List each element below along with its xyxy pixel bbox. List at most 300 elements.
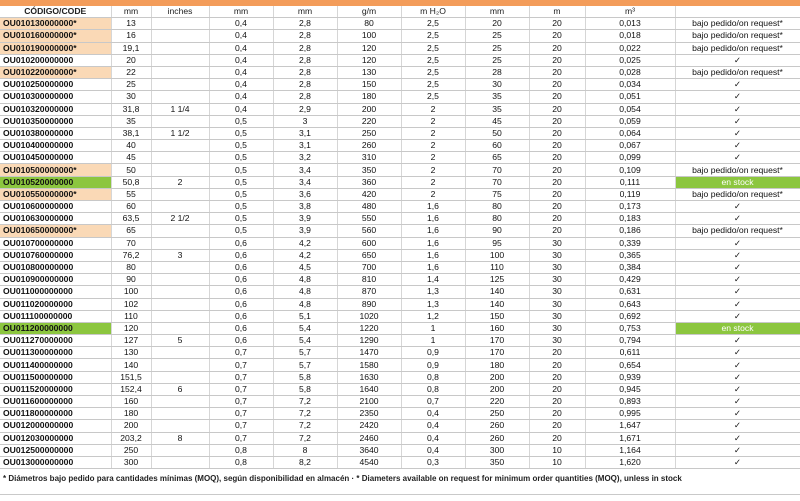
cell-w1: 0,5: [209, 201, 273, 213]
cell-d: 35: [111, 115, 151, 127]
cell-in: [151, 79, 209, 91]
cell-d: 300: [111, 456, 151, 468]
cell-w2: 3,9: [273, 225, 337, 237]
availability-cell: ✓: [675, 359, 800, 371]
cell-p: 0,4: [401, 420, 465, 432]
cell-p: 1,6: [401, 213, 465, 225]
cell-w2: 5,7: [273, 359, 337, 371]
cell-in: [151, 286, 209, 298]
availability-cell: ✓: [675, 298, 800, 310]
cell-v: 1,671: [585, 432, 675, 444]
cell-d: 19,1: [111, 42, 151, 54]
cell-m: 20: [529, 127, 585, 139]
product-code: OU011520000000: [0, 383, 111, 395]
cell-g: 1290: [337, 335, 401, 347]
cell-m: 20: [529, 103, 585, 115]
cell-in: 8: [151, 432, 209, 444]
product-code: OU012500000000: [0, 444, 111, 456]
cell-d: 20: [111, 54, 151, 66]
cell-w1: 0,5: [209, 188, 273, 200]
cell-w1: 0,7: [209, 408, 273, 420]
product-code: OU010320000000: [0, 103, 111, 115]
cell-p: 2,5: [401, 66, 465, 78]
cell-w1: 0,6: [209, 249, 273, 261]
cell-w2: 7,2: [273, 420, 337, 432]
cell-m: 20: [529, 152, 585, 164]
cell-w1: 0,5: [209, 213, 273, 225]
cell-in: [151, 408, 209, 420]
cell-w1: 0,7: [209, 383, 273, 395]
cell-w1: 0,6: [209, 274, 273, 286]
cell-m: 20: [529, 164, 585, 176]
cell-m: 20: [529, 66, 585, 78]
cell-r: 80: [465, 213, 529, 225]
cell-p: 1,3: [401, 286, 465, 298]
cell-v: 0,365: [585, 249, 675, 261]
product-code: OU010800000000: [0, 261, 111, 273]
cell-in: [151, 396, 209, 408]
cell-w2: 8: [273, 444, 337, 456]
unit-length: m: [529, 6, 585, 18]
cell-w1: 0,4: [209, 103, 273, 115]
cell-in: [151, 91, 209, 103]
availability-cell: bajo pedido/on request*: [675, 42, 800, 54]
cell-in: [151, 347, 209, 359]
cell-r: 75: [465, 188, 529, 200]
cell-in: [151, 237, 209, 249]
cell-p: 0,4: [401, 408, 465, 420]
table-row: [0, 225, 800, 237]
availability-cell: ✓: [675, 432, 800, 444]
unit-diameter: mm: [111, 6, 151, 18]
cell-w1: 0,4: [209, 79, 273, 91]
cell-w2: 3,8: [273, 201, 337, 213]
cell-w2: 7,2: [273, 408, 337, 420]
availability-cell: ✓: [675, 79, 800, 91]
cell-m: 20: [529, 176, 585, 188]
cell-w2: 4,8: [273, 286, 337, 298]
cell-d: 140: [111, 359, 151, 371]
table-row: [0, 335, 800, 347]
cell-r: 140: [465, 286, 529, 298]
cell-p: 2,5: [401, 79, 465, 91]
cell-m: 30: [529, 237, 585, 249]
unit-pressure: m H₂O: [401, 6, 465, 18]
cell-m: 20: [529, 359, 585, 371]
cell-v: 0,384: [585, 261, 675, 273]
cell-v: 1,620: [585, 456, 675, 468]
cell-g: 100: [337, 30, 401, 42]
code-header: CÓDIGO/CODE: [0, 6, 111, 18]
cell-p: 2,5: [401, 54, 465, 66]
cell-m: 30: [529, 286, 585, 298]
cell-r: 100: [465, 249, 529, 261]
cell-p: 1: [401, 335, 465, 347]
availability-cell: ✓: [675, 347, 800, 359]
table-row: [0, 298, 800, 310]
cell-g: 120: [337, 42, 401, 54]
cell-w2: 3,1: [273, 140, 337, 152]
cell-in: 2 1/2: [151, 213, 209, 225]
cell-v: 1,647: [585, 420, 675, 432]
cell-v: 0,018: [585, 30, 675, 42]
cell-v: 0,611: [585, 347, 675, 359]
availability-cell: bajo pedido/on request*: [675, 66, 800, 78]
cell-w2: 4,8: [273, 274, 337, 286]
cell-r: 250: [465, 408, 529, 420]
product-code: OU010160000000*: [0, 30, 111, 42]
cell-g: 250: [337, 127, 401, 139]
cell-v: 0,995: [585, 408, 675, 420]
cell-r: 220: [465, 396, 529, 408]
cell-m: 20: [529, 18, 585, 30]
cell-w1: 0,7: [209, 347, 273, 359]
cell-m: 20: [529, 42, 585, 54]
cell-w1: 0,4: [209, 54, 273, 66]
cell-r: 200: [465, 371, 529, 383]
cell-g: 1630: [337, 371, 401, 383]
cell-w1: 0,8: [209, 456, 273, 468]
cell-g: 480: [337, 201, 401, 213]
cell-p: 2: [401, 140, 465, 152]
table-row: [0, 176, 800, 188]
availability-cell: ✓: [675, 420, 800, 432]
cell-r: 95: [465, 237, 529, 249]
availability-cell: ✓: [675, 274, 800, 286]
cell-w2: 3,6: [273, 188, 337, 200]
cell-g: 220: [337, 115, 401, 127]
cell-v: 0,022: [585, 42, 675, 54]
cell-r: 28: [465, 66, 529, 78]
cell-v: 0,794: [585, 335, 675, 347]
table-row: [0, 237, 800, 249]
table-row: [0, 383, 800, 395]
cell-v: 0,643: [585, 298, 675, 310]
product-code: OU011000000000: [0, 286, 111, 298]
product-code: OU011800000000: [0, 408, 111, 420]
product-code: OU011200000000: [0, 322, 111, 334]
cell-d: 151,5: [111, 371, 151, 383]
cell-g: 310: [337, 152, 401, 164]
cell-m: 30: [529, 298, 585, 310]
availability-cell: bajo pedido/on request*: [675, 30, 800, 42]
product-code: OU010300000000: [0, 91, 111, 103]
cell-g: 890: [337, 298, 401, 310]
cell-v: 0,064: [585, 127, 675, 139]
availability-cell: en stock: [675, 176, 800, 188]
cell-r: 170: [465, 335, 529, 347]
cell-w1: 0,4: [209, 18, 273, 30]
cell-m: 10: [529, 444, 585, 456]
availability-cell: ✓: [675, 286, 800, 298]
table-row: [0, 420, 800, 432]
cell-m: 20: [529, 30, 585, 42]
table-row: [0, 286, 800, 298]
cell-m: 20: [529, 432, 585, 444]
availability-cell: ✓: [675, 335, 800, 347]
availability-cell: ✓: [675, 408, 800, 420]
cell-m: 20: [529, 188, 585, 200]
cell-p: 2: [401, 127, 465, 139]
cell-m: 30: [529, 261, 585, 273]
table-row: [0, 30, 800, 42]
cell-g: 1470: [337, 347, 401, 359]
table-row: [0, 274, 800, 286]
table-row: [0, 249, 800, 261]
cell-r: 25: [465, 54, 529, 66]
cell-w1: 0,6: [209, 298, 273, 310]
cell-d: 30: [111, 91, 151, 103]
table-row: [0, 371, 800, 383]
cell-v: 0,183: [585, 213, 675, 225]
cell-w2: 8,2: [273, 456, 337, 468]
product-code: OU010760000000: [0, 249, 111, 261]
cell-in: [151, 322, 209, 334]
cell-w2: 2,9: [273, 103, 337, 115]
cell-in: 6: [151, 383, 209, 395]
cell-v: 0,429: [585, 274, 675, 286]
product-code: OU011020000000: [0, 298, 111, 310]
cell-g: 120: [337, 54, 401, 66]
cell-g: 600: [337, 237, 401, 249]
cell-in: [151, 420, 209, 432]
product-code: OU010900000000: [0, 274, 111, 286]
cell-m: 20: [529, 347, 585, 359]
cell-v: 0,051: [585, 91, 675, 103]
cell-w1: 0,7: [209, 371, 273, 383]
cell-m: 20: [529, 383, 585, 395]
cell-r: 260: [465, 420, 529, 432]
product-code: OU010190000000*: [0, 42, 111, 54]
cell-m: 20: [529, 91, 585, 103]
cell-w1: 0,7: [209, 359, 273, 371]
cell-v: 0,939: [585, 371, 675, 383]
cell-w2: 2,8: [273, 66, 337, 78]
cell-in: [151, 164, 209, 176]
cell-r: 200: [465, 383, 529, 395]
table-row: [0, 91, 800, 103]
product-code: OU010350000000: [0, 115, 111, 127]
cell-m: 20: [529, 201, 585, 213]
cell-m: 20: [529, 213, 585, 225]
cell-w2: 3: [273, 115, 337, 127]
product-code: OU012000000000: [0, 420, 111, 432]
cell-in: 2: [151, 176, 209, 188]
table-row: [0, 408, 800, 420]
cell-r: 25: [465, 30, 529, 42]
cell-in: 3: [151, 249, 209, 261]
cell-d: 110: [111, 310, 151, 322]
cell-g: 350: [337, 164, 401, 176]
cell-w2: 3,1: [273, 127, 337, 139]
cell-m: 30: [529, 322, 585, 334]
cell-w1: 0,6: [209, 261, 273, 273]
availability-cell: ✓: [675, 237, 800, 249]
cell-g: 2420: [337, 420, 401, 432]
table-row: [0, 18, 800, 30]
table-row: [0, 396, 800, 408]
availability-cell: bajo pedido/on request*: [675, 225, 800, 237]
cell-r: 65: [465, 152, 529, 164]
table-row: [0, 456, 800, 468]
cell-d: 50: [111, 164, 151, 176]
product-code: OU011300000000: [0, 347, 111, 359]
cell-g: 1640: [337, 383, 401, 395]
cell-v: 0,013: [585, 18, 675, 30]
cell-d: 63,5: [111, 213, 151, 225]
cell-d: 76,2: [111, 249, 151, 261]
cell-w1: 0,4: [209, 42, 273, 54]
cell-w2: 5,4: [273, 335, 337, 347]
cell-w2: 4,5: [273, 261, 337, 273]
unit-weight: g/m: [337, 6, 401, 18]
cell-d: 25: [111, 79, 151, 91]
cell-w1: 0,7: [209, 432, 273, 444]
cell-g: 870: [337, 286, 401, 298]
cell-r: 150: [465, 310, 529, 322]
product-code: OU012030000000: [0, 432, 111, 444]
cell-v: 0,067: [585, 140, 675, 152]
cell-w1: 0,6: [209, 335, 273, 347]
cell-d: 200: [111, 420, 151, 432]
cell-p: 2: [401, 176, 465, 188]
cell-r: 20: [465, 18, 529, 30]
cell-v: 0,059: [585, 115, 675, 127]
cell-p: 2,5: [401, 18, 465, 30]
availability-cell: ✓: [675, 103, 800, 115]
availability-cell: en stock: [675, 322, 800, 334]
cell-g: 700: [337, 261, 401, 273]
cell-d: 250: [111, 444, 151, 456]
cell-w2: 3,4: [273, 164, 337, 176]
unit-wall-min: mm: [209, 6, 273, 18]
availability-cell: ✓: [675, 383, 800, 395]
cell-w1: 0,4: [209, 66, 273, 78]
availability-cell: ✓: [675, 115, 800, 127]
cell-in: 1 1/2: [151, 127, 209, 139]
cell-g: 2460: [337, 432, 401, 444]
cell-w1: 0,5: [209, 115, 273, 127]
table-row: [0, 127, 800, 139]
cell-d: 55: [111, 188, 151, 200]
cell-m: 20: [529, 396, 585, 408]
cell-w2: 4,2: [273, 249, 337, 261]
product-code: OU010600000000: [0, 201, 111, 213]
cell-d: 160: [111, 396, 151, 408]
cell-in: [151, 201, 209, 213]
cell-d: 50,8: [111, 176, 151, 188]
cell-m: 20: [529, 408, 585, 420]
cell-r: 110: [465, 261, 529, 273]
cell-d: 90: [111, 274, 151, 286]
availability-cell: bajo pedido/on request*: [675, 188, 800, 200]
cell-g: 80: [337, 18, 401, 30]
cell-v: 0,173: [585, 201, 675, 213]
cell-g: 2350: [337, 408, 401, 420]
cell-w1: 0,6: [209, 286, 273, 298]
product-code: OU010400000000: [0, 140, 111, 152]
product-code: OU010550000000*: [0, 188, 111, 200]
availability-cell: ✓: [675, 456, 800, 468]
cell-w1: 0,4: [209, 30, 273, 42]
cell-v: 0,945: [585, 383, 675, 395]
cell-r: 90: [465, 225, 529, 237]
cell-g: 1220: [337, 322, 401, 334]
cell-g: 180: [337, 91, 401, 103]
cell-w2: 3,4: [273, 176, 337, 188]
cell-p: 2,5: [401, 42, 465, 54]
cell-p: 0,8: [401, 383, 465, 395]
cell-r: 260: [465, 432, 529, 444]
table-row: [0, 66, 800, 78]
cell-g: 1580: [337, 359, 401, 371]
cell-w2: 3,2: [273, 152, 337, 164]
cell-g: 260: [337, 140, 401, 152]
cell-m: 20: [529, 115, 585, 127]
cell-v: 0,099: [585, 152, 675, 164]
cell-w2: 2,8: [273, 30, 337, 42]
product-code: OU011600000000: [0, 396, 111, 408]
cell-in: [151, 18, 209, 30]
cell-p: 1,6: [401, 225, 465, 237]
availability-cell: ✓: [675, 152, 800, 164]
unit-volume: m³: [585, 6, 675, 18]
cell-r: 35: [465, 91, 529, 103]
cell-d: 100: [111, 286, 151, 298]
product-code: OU010700000000: [0, 237, 111, 249]
cell-d: 65: [111, 225, 151, 237]
cell-w1: 0,5: [209, 164, 273, 176]
cell-g: 560: [337, 225, 401, 237]
cell-g: 130: [337, 66, 401, 78]
table-row: [0, 261, 800, 273]
cell-p: 0,4: [401, 432, 465, 444]
cell-v: 0,025: [585, 54, 675, 66]
cell-d: 16: [111, 30, 151, 42]
cell-d: 203,2: [111, 432, 151, 444]
cell-w1: 0,5: [209, 140, 273, 152]
cell-r: 60: [465, 140, 529, 152]
cell-in: [151, 456, 209, 468]
cell-p: 2: [401, 164, 465, 176]
cell-p: 2,5: [401, 91, 465, 103]
cell-v: 0,054: [585, 103, 675, 115]
cell-w2: 4,8: [273, 298, 337, 310]
cell-w2: 2,8: [273, 79, 337, 91]
product-code: OU010650000000*: [0, 225, 111, 237]
cell-m: 20: [529, 79, 585, 91]
product-code: OU010220000000*: [0, 66, 111, 78]
cell-g: 360: [337, 176, 401, 188]
cell-p: 2: [401, 188, 465, 200]
cell-g: 2100: [337, 396, 401, 408]
cell-in: 1 1/4: [151, 103, 209, 115]
cell-r: 45: [465, 115, 529, 127]
cell-p: 1: [401, 322, 465, 334]
table-row: [0, 322, 800, 334]
table-row: [0, 310, 800, 322]
availability-cell: ✓: [675, 249, 800, 261]
cell-g: 550: [337, 213, 401, 225]
header-row: [0, 6, 800, 18]
cell-p: 0,9: [401, 359, 465, 371]
cell-w1: 0,6: [209, 322, 273, 334]
cell-d: 180: [111, 408, 151, 420]
footnote: * Diámetros bajo pedido para cantidades mínimas (MOQ), según disponibilidad en almacén · * Diameters available on request for minimum order quantities (MOQ), unless in stock: [3, 474, 682, 483]
availability-cell: ✓: [675, 310, 800, 322]
cell-w2: 7,2: [273, 396, 337, 408]
cell-d: 40: [111, 140, 151, 152]
